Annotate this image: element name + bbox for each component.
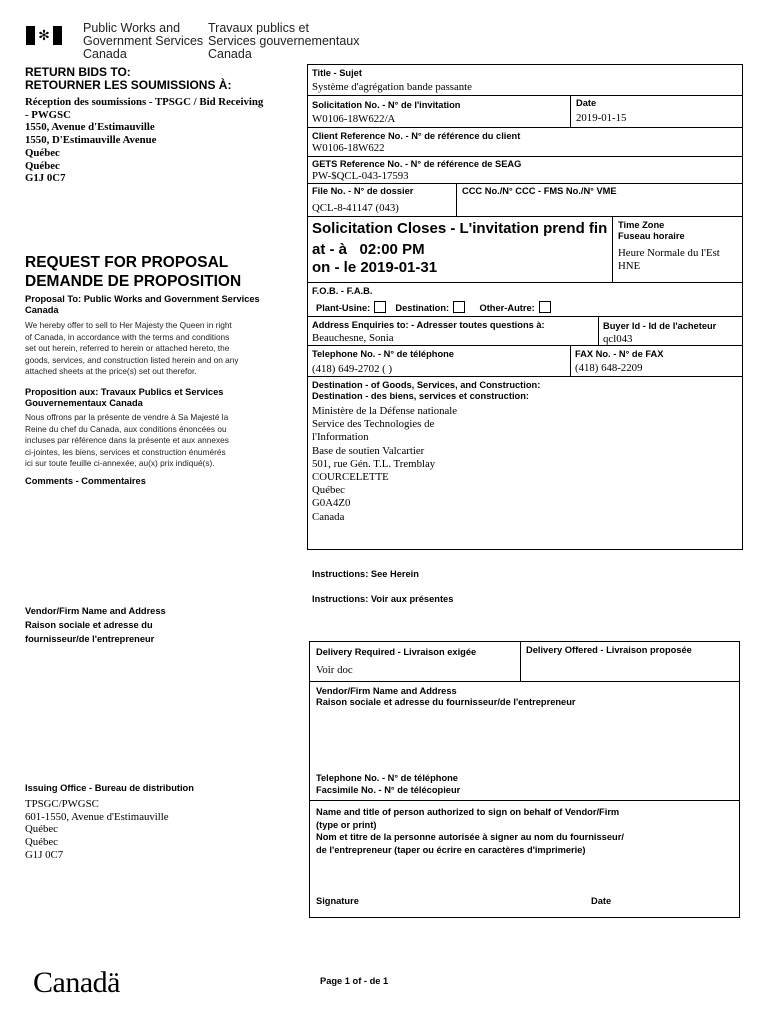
- title-label: Title - Sujet: [312, 68, 362, 78]
- client-ref-label: Client Reference No. - N° de référence du client: [312, 131, 521, 141]
- return-bids-heading: RETURN BIDS TO: RETOURNER LES SOUMISSIONS À:: [25, 65, 232, 92]
- enquiries-label: Address Enquiries to: - Adresser toutes questions à:: [312, 320, 545, 330]
- instructions-fr: Instructions: Voir aux présentes: [312, 594, 454, 604]
- solicitation-closes-title: Solicitation Closes - L'invitation prend fin: [312, 220, 608, 237]
- gets-ref-label: GETS Reference No. - N° de référence de SEAG: [312, 159, 522, 169]
- canada-wordmark: Canadä: [33, 966, 120, 999]
- buyer-id-value: qcl043: [603, 333, 633, 345]
- date-label: Date: [576, 98, 597, 108]
- fax-value: (418) 648-2209: [575, 362, 643, 374]
- buyer-id-label: Buyer Id - Id de l'acheteur: [603, 321, 717, 331]
- proposal-to-heading: Proposal To: Public Works and Government Services Canada: [25, 294, 260, 315]
- closes-time: 02:00 PM: [359, 241, 425, 258]
- file-no-value: QCL-8-41147 (043): [312, 202, 399, 214]
- vendor-firm-label-left: Vendor/Firm Name and Address Raison sociale et adresse du fournisseur/de l'entrepreneur: [25, 606, 166, 644]
- enquiries-value: Beauchesne, Sonia: [312, 332, 394, 344]
- fob-options: Plant-Usine: Destination: Other-Autre:: [316, 301, 555, 314]
- client-ref-value: W0106-18W622: [312, 142, 385, 154]
- destination-label: Destination - of Goods, Services, and Construction: Destination - des biens, services et construction:: [312, 380, 541, 401]
- telephone-label: Telephone No. - N° de téléphone: [312, 349, 454, 359]
- rfp-title: REQUEST FOR PROPOSAL DEMANDE DE PROPOSITION: [25, 254, 242, 290]
- time-zone-label: Time Zone Fuseau horaire: [618, 220, 685, 241]
- vendor-firm-label: Vendor/Firm Name and Address Raison sociale et adresse du fournisseur/de l'entrepreneur: [316, 686, 576, 707]
- authorized-person-label: Name and title of person authorized to sign on behalf of Vendor/Firm (type or print) Nom et titre de la personne autorisée à signer au nom du fournisseur/ de l'entrepreneur (taper ou écrire en caractères d'imprimerie): [316, 807, 624, 856]
- date-value: 2019-01-15: [576, 112, 627, 124]
- proposition-aux-body: Nous offrons par la présente de vendre à Sa Majesté la Reine du chef du Canada, aux conditions énoncées ou incluses par référence dans la présente et aux annexes ci-jointes, les biens, services et construction énumérés ici sur toute feuille ci-annexée, au(x) prix indiqué(s).: [25, 412, 229, 469]
- phone-fax-label: Telephone No. - N° de téléphone Facsimile No. - N° de télécopieur: [316, 773, 461, 795]
- destination-checkbox[interactable]: [453, 301, 465, 313]
- instructions-en: Instructions: See Herein: [312, 569, 419, 579]
- proposition-aux-heading: Proposition aux: Travaux Publics et Services Gouvernementaux Canada: [25, 387, 224, 408]
- proposal-to-body: We hereby offer to sell to Her Majesty the Queen in right of Canada, in accordance with the terms and conditions set out herein, referred to herein or attached hereto, the goods, services, and construction listed herein and on any attached sheets at the price(s) set out therefor.: [25, 320, 239, 377]
- delivery-required-label: Delivery Required - Livraison exigée: [316, 647, 477, 657]
- closes-date: 2019-01-31: [360, 259, 438, 276]
- comments-label: Comments - Commentaires: [25, 476, 146, 486]
- fob-label: F.O.B. - F.A.B.: [312, 286, 373, 296]
- fax-label: FAX No. - N° de FAX: [575, 349, 664, 359]
- destination-address: Ministère de la Défense nationale Service des Technologies de l'Information Base de soutien Valcartier 501, rue Gén. T.L. Tremblay COURCELETTE Québec G0A4Z0 Canada: [312, 405, 458, 523]
- issuing-office-address: TPSGC/PWGSC 601-1550, Avenue d'Estimauville Québec Québec G1J 0C7: [25, 798, 169, 861]
- canada-flag-icon: ✻: [26, 26, 62, 45]
- solicitation-no-value: W0106-18W622/A: [312, 113, 396, 125]
- closes-date-row: on - le 2019-01-31: [312, 259, 438, 276]
- delivery-offered-label: Delivery Offered - Livraison proposée: [526, 645, 692, 655]
- file-no-label: File No. - N° de dossier: [312, 186, 414, 196]
- gets-ref-value: PW-$QCL-043-17593: [312, 170, 409, 182]
- return-bids-address: Réception des soumissions - TPSGC / Bid Receiving - PWGSC 1550, Avenue d'Estimauville 1550, D'Estimauville Avenue Québec Québec G1J 0C7: [25, 96, 264, 185]
- closes-time-row: at - à 02:00 PM: [312, 241, 425, 258]
- signature-label: Signature: [316, 896, 359, 906]
- ccc-no-label: CCC No./N° CCC - FMS No./N° VME: [462, 186, 617, 196]
- plant-checkbox[interactable]: [374, 301, 386, 313]
- signature-date-label: Date: [591, 896, 612, 906]
- delivery-required-value: Voir doc: [316, 664, 353, 676]
- time-zone-value: Heure Normale du l'Est HNE: [618, 247, 720, 272]
- page-number: Page 1 of - de 1: [320, 976, 389, 986]
- department-name-fr: Travaux publics et Services gouvernementaux Canada: [208, 21, 360, 61]
- department-name-en: Public Works and Government Services Canada: [83, 21, 204, 61]
- title-value: Système d'agrégation bande passante: [312, 81, 472, 93]
- issuing-office-label: Issuing Office - Bureau de distribution: [25, 783, 194, 793]
- other-checkbox[interactable]: [539, 301, 551, 313]
- solicitation-no-label: Solicitation No. - N° de l'invitation: [312, 100, 461, 110]
- telephone-value: (418) 649-2702 ( ): [312, 363, 393, 375]
